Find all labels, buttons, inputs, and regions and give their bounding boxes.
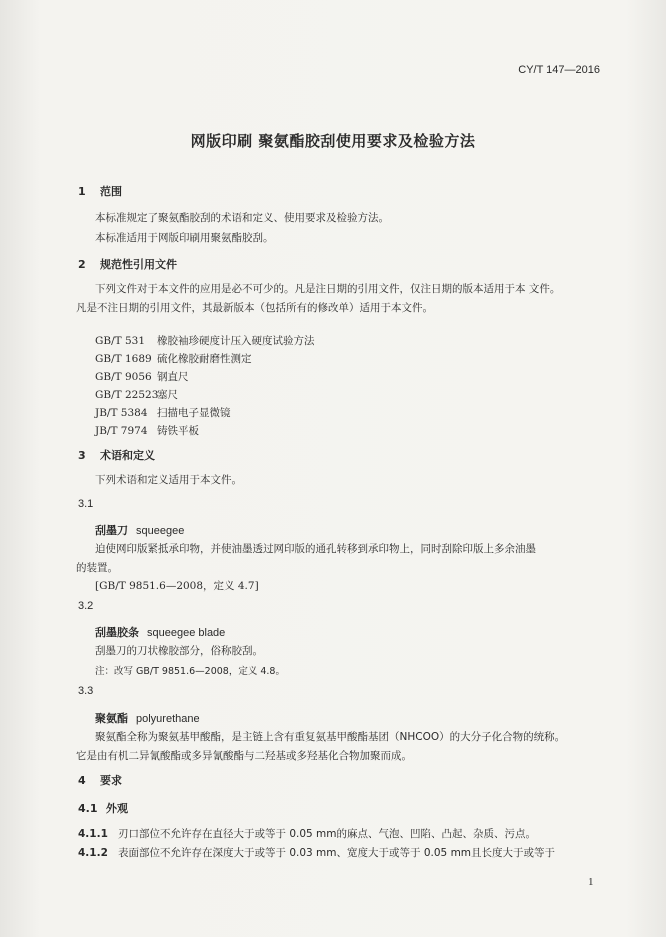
document-title: 网版印刷 聚氨酯胶刮使用要求及检验方法 xyxy=(190,132,476,150)
term-3-1: 刮墨刀 squeegee xyxy=(95,524,185,537)
subsection-4-1-heading: 4.1 外观 xyxy=(78,802,128,815)
item-4-1-1: 4.1.1 刃口部位不允许存在直径大于或等于 0.05 mm的麻点、气泡、凹陷、凸起、杂质、污点。 xyxy=(78,828,537,840)
term-3-2-note: 注：改写 GB/T 9851.6—2008，定义 4.8。 xyxy=(95,666,285,677)
section-1-paragraph-2: 本标准适用于网版印刷用聚氨酯胶刮。 xyxy=(95,232,274,244)
section-4-heading: 4 要求 xyxy=(78,774,122,787)
term-3-3-definition-line-1: 聚氨酯全称为聚氨基甲酸酯，是主链上含有重复氨基甲酸酯基团（NHCOO）的大分子化合物的统称。 xyxy=(95,731,566,743)
reference-item: GB/T 9056 钢直尺 xyxy=(95,371,189,383)
term-3-1-source: [GB/T 9851.6—2008，定义 4.7] xyxy=(95,580,259,592)
reference-item: GB/T 22523塞尺 xyxy=(95,389,178,401)
term-3-3: 聚氨酯 polyurethane xyxy=(95,712,200,725)
section-1-heading: 1 范围 xyxy=(78,185,122,198)
reference-item: GB/T 531 橡胶袖珍硬度计压入硬度试验方法 xyxy=(95,335,315,347)
page-number: 1 xyxy=(588,876,594,888)
item-4-1-2: 4.1.2 表面部位不允许存在深度大于或等于 0.03 mm、宽度大于或等于 0.05 mm且长度大于或等于 xyxy=(78,847,556,859)
term-3-2: 刮墨胶条 squeegee blade xyxy=(95,626,226,639)
term-3-2-definition: 刮墨刀的刀状橡胶部分，俗称胶刮。 xyxy=(95,645,263,657)
section-2-heading: 2 规范性引用文件 xyxy=(78,258,177,271)
term-3-1-number: 3.1 xyxy=(78,498,94,510)
reference-item: GB/T 1689 硫化橡胶耐磨性测定 xyxy=(95,353,252,365)
standard-number: CY/T 147—2016 xyxy=(518,64,600,76)
section-2-intro-line-2: 凡是不注日期的引用文件，其最新版本（包括所有的修改单）适用于本文件。 xyxy=(76,302,433,314)
section-3-intro: 下列术语和定义适用于本文件。 xyxy=(95,474,242,486)
term-3-2-number: 3.2 xyxy=(78,600,94,612)
term-3-3-number: 3.3 xyxy=(78,685,94,697)
section-2-intro-line-1: 下列文件对于本文件的应用是必不可少的。凡是注日期的引用文件，仅注日期的版本适用于本 文件。 xyxy=(95,283,561,295)
term-3-3-definition-line-2: 它是由有机二异氰酸酯或多异氰酸酯与二羟基或多羟基化合物加聚而成。 xyxy=(76,750,412,762)
section-3-heading: 3 术语和定义 xyxy=(78,449,155,462)
reference-item: JB/T 7974 铸铁平板 xyxy=(95,425,199,437)
term-3-1-definition-line-1: 迫使网印版紧抵承印物，并使油墨透过网印版的通孔转移到承印物上，同时刮除印版上多余油墨 xyxy=(95,543,536,555)
reference-item: JB/T 5384 扫描电子显微镜 xyxy=(95,407,231,419)
term-3-1-definition-line-2: 的装置。 xyxy=(76,562,118,574)
section-1-paragraph-1: 本标准规定了聚氨酯胶刮的术语和定义、使用要求及检验方法。 xyxy=(95,212,389,224)
